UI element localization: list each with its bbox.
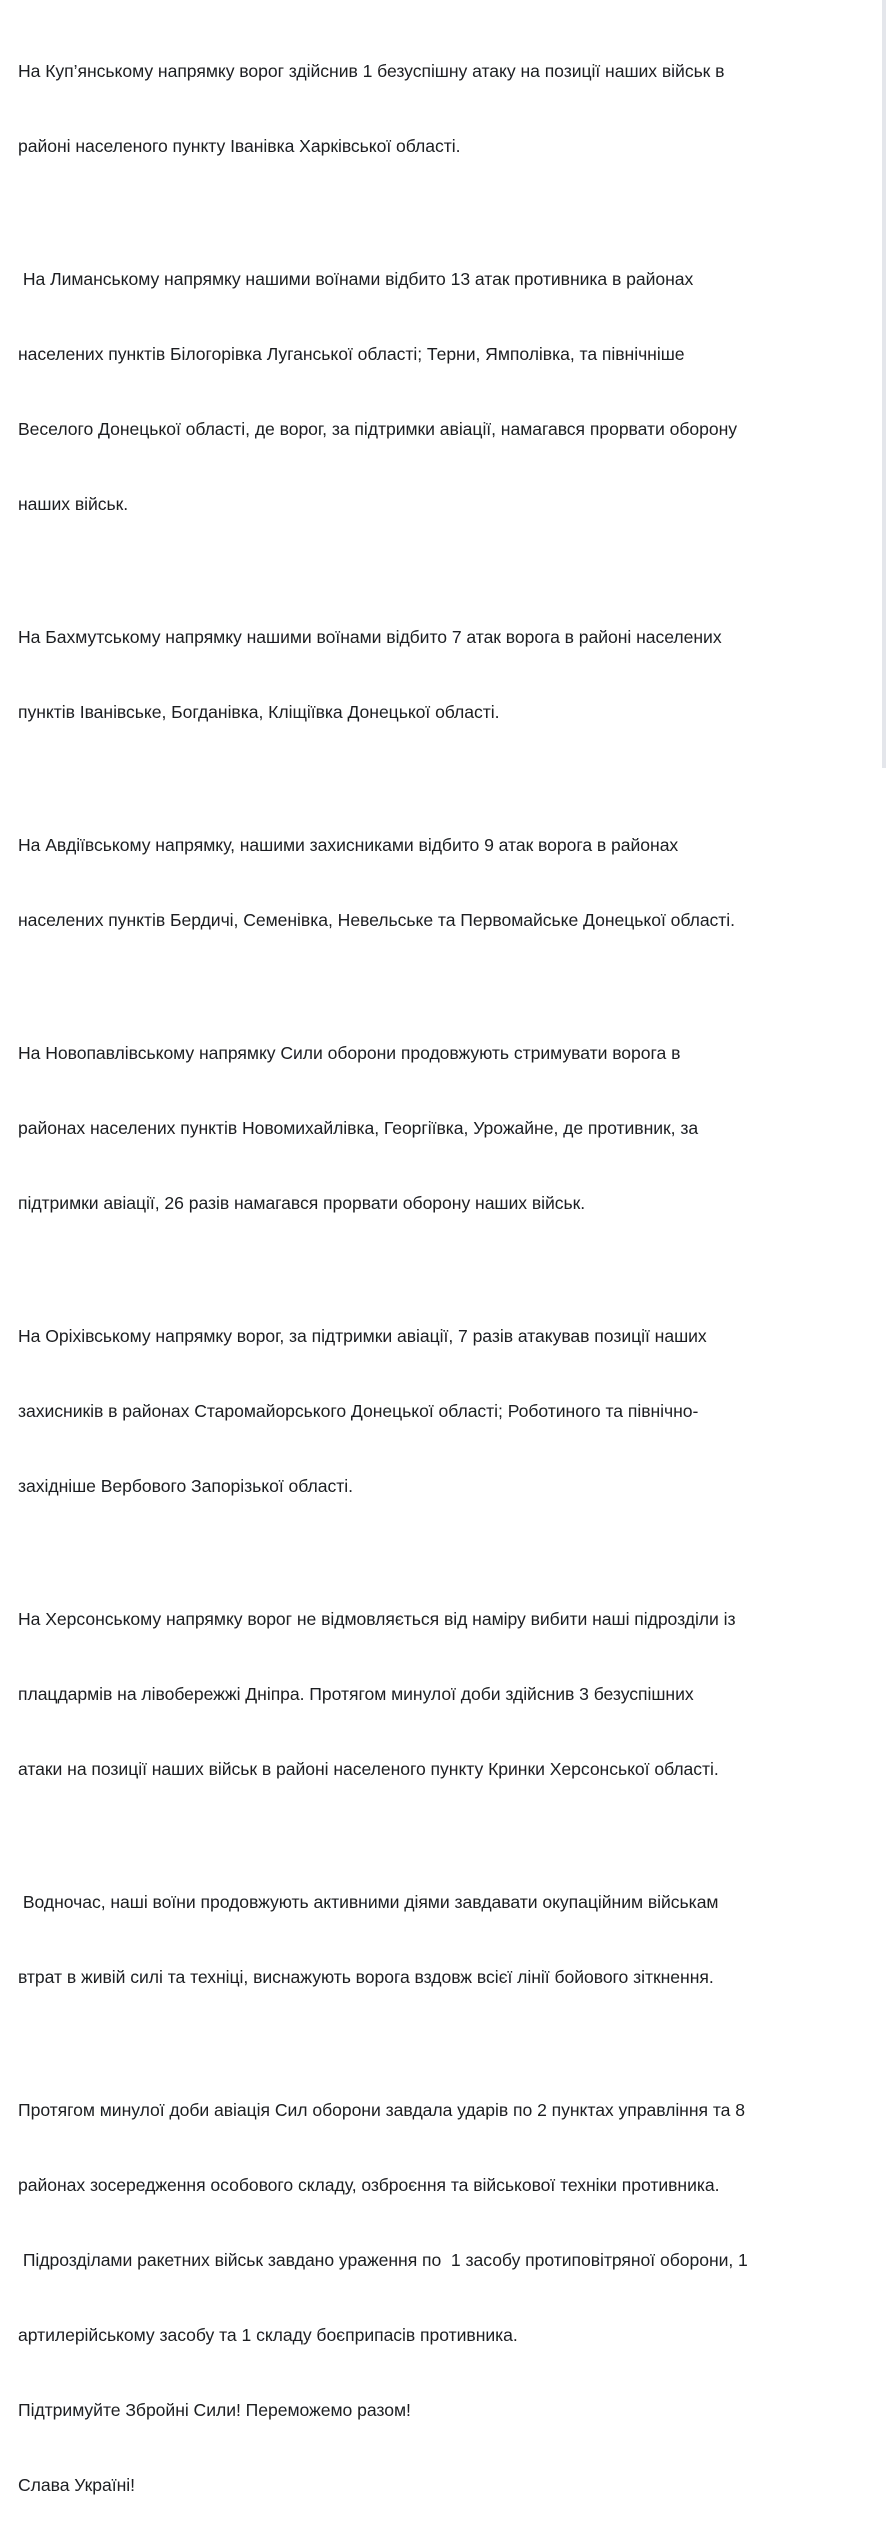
paragraph-kupiansk bbox=[18, 9, 872, 209]
closing-line: Підтримуйте Збройні Сили! Переможемо разом! bbox=[18, 2400, 411, 2420]
text-line: На Куп’янському напрямку ворог здійснив 1 безуспішну атаку на позиції наших військ в bbox=[18, 61, 725, 81]
paragraph-avdiivka bbox=[18, 783, 872, 983]
text-line: На Бахмутському напрямку нашими воїнами відбито 7 атак ворога в районі населених bbox=[18, 627, 722, 647]
right-border-divider bbox=[882, 0, 886, 768]
text-line: На Авдіївському напрямку, нашими захисниками відбито 9 атак ворога в районах bbox=[18, 835, 679, 855]
text-line: На Оріхівському напрямку ворог, за підтримки авіації, 7 разів атакував позиції наших bbox=[18, 1326, 707, 1346]
text-line: втрат в живій силі та техніці, виснажують ворога вздовж всієї лінії бойового зіткнення. bbox=[18, 1967, 714, 1987]
text-line: пунктів Іванівське, Богданівка, Кліщіївка Донецької області. bbox=[18, 702, 500, 722]
text-line: наших військ. bbox=[18, 494, 129, 514]
paragraph-lyman bbox=[18, 217, 872, 567]
paragraph-bakhmut bbox=[18, 575, 872, 775]
paragraph-kherson bbox=[18, 1557, 872, 1832]
text-line: підтримки авіації, 26 разів намагався прорвати оборону наших військ. bbox=[18, 1193, 586, 1213]
text-line: На Херсонському напрямку ворог не відмовляється від наміру вибити наші підрозділи із bbox=[18, 1609, 736, 1629]
text-line: районах населених пунктів Новомихайлівка, Георгіївка, Урожайне, де противник, за bbox=[18, 1118, 699, 1138]
text-line: населених пунктів Бердичі, Семенівка, Невельське та Первомайське Донецької області. bbox=[18, 910, 736, 930]
text-line: На Лиманському напрямку нашими воїнами відбито 13 атак противника в районах bbox=[18, 269, 694, 289]
text-line: районі населеного пункту Іванівка Харківської області. bbox=[18, 136, 461, 156]
text-line: захисників в районах Старомайорського Донецької області; Роботиного та північно- bbox=[18, 1401, 699, 1421]
paragraph-meanwhile bbox=[18, 1840, 872, 2040]
text-line: На Новопавлівському напрямку Сили оборони продовжують стримувати ворога в bbox=[18, 1043, 681, 1063]
paragraph-orikhiv bbox=[18, 1274, 872, 1549]
text-line: Підрозділами ракетних військ завдано ураження по 1 засобу протиповітряної оборони, 1 bbox=[18, 2250, 748, 2270]
paragraph-novopavlivka bbox=[18, 991, 872, 1266]
text-line: районах зосередження особового складу, озброєння та військової техніки противника. bbox=[18, 2175, 720, 2195]
text-line: Протягом минулої доби авіація Сил оборони завдала ударів по 2 пунктах управління та 8 bbox=[18, 2100, 745, 2120]
paragraph-aviation-summary bbox=[18, 2048, 872, 2548]
text-line: Веселого Донецької області, де ворог, за підтримки авіації, намагався прорвати оборону bbox=[18, 419, 738, 439]
text-line: плацдармів на лівобережжі Дніпра. Протягом минулої доби здійснив 3 безуспішних bbox=[18, 1684, 694, 1704]
closing-line: Слава Україні! bbox=[18, 2475, 135, 2495]
text-line: атаки на позиції наших військ в районі населеного пункту Кринки Херсонської області. bbox=[18, 1759, 719, 1779]
text-line: артилерійському засобу та 1 складу боєприпасів противника. bbox=[18, 2325, 518, 2345]
text-line: населених пунктів Білогорівка Луганської області; Терни, Ямполівка, та північніше bbox=[18, 344, 685, 364]
text-line: Водночас, наші воїни продовжують активними діями завдавати окупаційним військам bbox=[18, 1892, 719, 1912]
text-line: західніше Вербового Запорізької області. bbox=[18, 1476, 353, 1496]
